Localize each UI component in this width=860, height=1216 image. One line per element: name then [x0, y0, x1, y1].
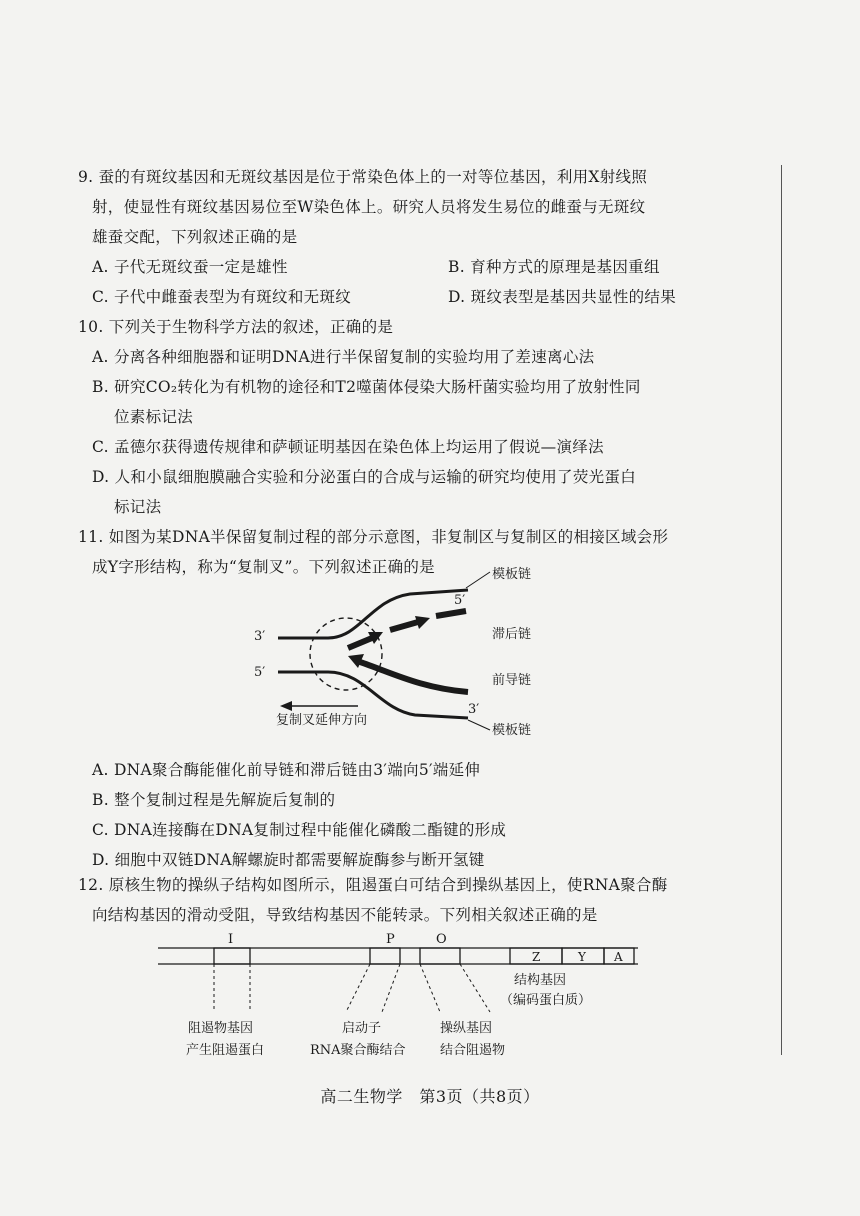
gene-i-box	[214, 948, 250, 964]
label-repressor-1: 阻遏物基因	[188, 1021, 254, 1036]
label-i: I	[228, 932, 234, 947]
pointer-p-left	[346, 964, 370, 1012]
operator-box	[420, 948, 460, 964]
promoter-box	[370, 948, 400, 964]
q10-option-b-line2: 位素标记法	[114, 408, 194, 426]
pointer-o-right	[460, 964, 490, 1012]
bottom-template-strand	[278, 672, 468, 718]
page-footer: 高二生物学 第3页（共8页）	[320, 1087, 540, 1106]
lagging-fragment-1	[348, 638, 372, 648]
q9-option-b: B. 育种方式的原理是基因重组	[448, 258, 660, 276]
binding-margin-line	[781, 165, 782, 1055]
operon-diagram	[150, 928, 650, 1063]
q9-option-d: D. 斑纹表型是基因共显性的结果	[448, 288, 677, 306]
label-3prime-bottom: 3′	[468, 702, 480, 717]
q10-option-a: A. 分离各种细胞器和证明DNA进行半保留复制的实验均用了差速离心法	[92, 348, 595, 366]
label-operator-2: 结合阻遏物	[440, 1043, 506, 1058]
q9-stem-line1: 9. 蚕的有斑纹基因和无斑纹基因是位于常染色体上的一对等位基因，利用X射线照	[78, 168, 648, 186]
label-lagging: 滞后链	[492, 627, 532, 642]
q9-options-row2	[78, 282, 758, 312]
q9-option-a: A. 子代无斑纹蚕一定是雄性	[92, 258, 288, 276]
label-a: A	[614, 950, 623, 964]
q11-option-b: B. 整个复制过程是先解旋后复制的	[92, 791, 336, 809]
lagging-fragment-3	[436, 611, 466, 616]
bottom-template-pointer	[468, 720, 490, 730]
label-o: O	[436, 932, 447, 947]
q11-option-a: A. DNA聚合酶能催化前导链和滞后链由3′端向5′端延伸	[92, 761, 481, 779]
direction-arrow-head	[280, 701, 292, 711]
q12-stem-line1: 12. 原核生物的操纵子结构如图所示，阻遏蛋白可结合到操纵基因上，使RNA聚合酶	[78, 876, 668, 894]
label-direction: 复制叉延伸方向	[276, 713, 368, 728]
label-3prime-left: 3′	[254, 629, 266, 644]
label-z: Z	[532, 950, 541, 964]
replication-fork-circle	[310, 618, 382, 690]
q9-option-c: C. 子代中雌蚕表型为有斑纹和无斑纹	[92, 288, 352, 306]
label-promoter-1: 启动子	[342, 1021, 382, 1036]
label-p: P	[386, 932, 395, 947]
label-template-top: 模板链	[492, 567, 532, 582]
label-structural-2: （编码蛋白质）	[500, 993, 592, 1008]
q11-stem-line1: 11. 如图为某DNA半保留复制过程的部分示意图，非复制区与复制区的相接区域会形	[78, 528, 669, 546]
label-operator-1: 操纵基因	[440, 1021, 493, 1036]
label-structural-1: 结构基因	[514, 973, 567, 988]
leading-strand	[360, 662, 468, 692]
question-9	[78, 162, 758, 312]
label-leading: 前导链	[492, 673, 532, 688]
question-12	[78, 870, 758, 930]
q9-stem-line2: 射，使显性有斑纹基因易位至W染色体上。研究人员将发生易位的雌蚕与无斑纹	[92, 198, 646, 216]
replication-fork-diagram	[240, 560, 560, 740]
q11-option-d: D. 细胞中双链DNA解螺旋时都需要解旋酶参与断开氢键	[92, 851, 485, 869]
lagging-arrowhead-2	[415, 616, 430, 629]
label-5prime-top: 5′	[454, 593, 466, 608]
q11-stem-line2: 成Y字形结构，称为“复制叉”。下列叙述正确的是	[92, 558, 435, 576]
q10-option-c: C. 孟德尔获得遗传规律和萨顿证明基因在染色体上均运用了假说—演绎法	[92, 438, 604, 456]
label-y: Y	[578, 950, 586, 964]
q11-option-c: C. DNA连接酶在DNA复制过程中能催化磷酸二酯键的形成	[92, 821, 507, 839]
q10-option-b-line1: B. 研究CO₂转化为有机物的途径和T2噬菌体侵染大肠杆菌实验均用了放射性同	[92, 378, 641, 396]
label-promoter-2: RNA聚合酶结合	[310, 1043, 406, 1058]
question-10	[78, 312, 758, 522]
lagging-fragment-2	[390, 622, 418, 630]
pointer-o-left	[420, 964, 440, 1012]
q9-stem-line3: 雄蚕交配，下列叙述正确的是	[92, 228, 298, 246]
q10-option-d-line1: D. 人和小鼠细胞膜融合实验和分泌蛋白的合成与运输的研究均使用了荧光蛋白	[92, 468, 637, 486]
q10-stem: 10. 下列关于生物科学方法的叙述，正确的是	[78, 318, 394, 336]
pointer-p-right	[382, 964, 400, 1012]
q12-stem-line2: 向结构基因的滑动受阻，导致结构基因不能转录。下列相关叙述正确的是	[92, 906, 598, 924]
label-repressor-2: 产生阻遏蛋白	[186, 1043, 265, 1058]
label-5prime-left: 5′	[254, 665, 266, 680]
label-template-bottom: 模板链	[492, 723, 532, 738]
q10-option-d-line2: 标记法	[114, 498, 162, 516]
q9-options-row1	[78, 252, 758, 282]
top-template-pointer	[466, 572, 490, 588]
question-11-options	[78, 755, 758, 875]
